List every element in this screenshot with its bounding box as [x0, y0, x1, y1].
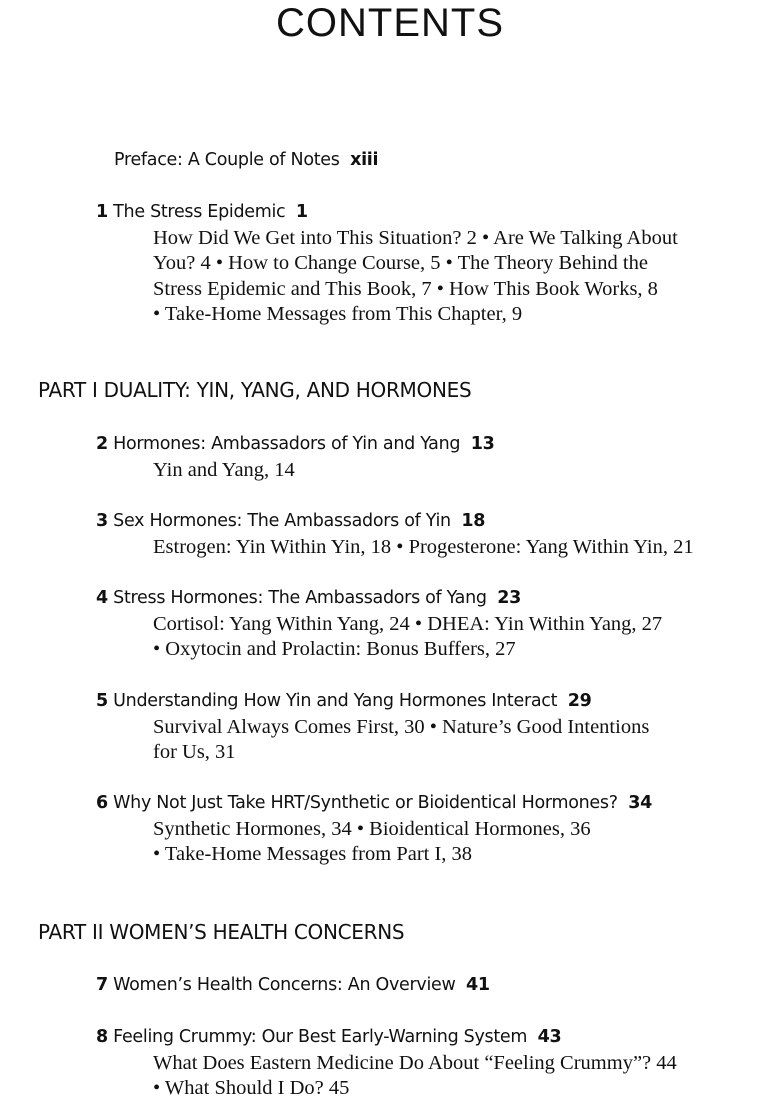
page-number: 18: [461, 511, 486, 531]
entry-title: Preface: A Couple of Notes: [114, 150, 340, 170]
toc-subentry-line: Stress Epidemic and This Book, 7 • How This Book Works, 8: [153, 277, 658, 300]
toc-entry-heading[interactable]: [96, 431, 495, 457]
toc-entry-heading[interactable]: [96, 790, 652, 816]
toc-subentry-line: Survival Always Comes First, 30 • Nature’s Good Intentions: [153, 715, 650, 738]
page-number: 13: [470, 434, 495, 454]
toc-entry-heading[interactable]: [96, 1024, 561, 1050]
entry-title: Understanding How Yin and Yang Hormones Interact: [113, 691, 558, 711]
page-number: 23: [497, 588, 521, 608]
chapter-number: 3: [96, 511, 108, 531]
toc-subentry-line: • What Should I Do? 45: [153, 1077, 350, 1099]
toc-subentry-line: How Did We Get into This Situation? 2 • Are We Talking About: [153, 226, 678, 249]
entry-title: Feeling Crummy: Our Best Early-Warning System: [113, 1027, 528, 1047]
page-number: 41: [466, 975, 490, 995]
toc-entry-heading[interactable]: [96, 688, 591, 714]
toc-subentry-line: Cortisol: Yang Within Yang, 24 • DHEA: Yin Within Yang, 27: [153, 612, 663, 635]
part-heading: PART II WOMEN’S HEALTH CONCERNS: [38, 920, 405, 944]
toc-subentry-line: Synthetic Hormones, 34 • Bioidentical Hormones, 36: [153, 817, 591, 840]
toc-subentry-line: What Does Eastern Medicine Do About “Feeling Crummy”? 44: [153, 1051, 677, 1074]
toc-subentry-line: • Take-Home Messages from This Chapter, 9: [153, 303, 523, 325]
chapter-number: 4: [96, 588, 108, 608]
toc-entry-heading[interactable]: [96, 508, 485, 534]
page-number: 29: [567, 691, 592, 711]
part-heading: PART I DUALITY: YIN, YANG, AND HORMONES: [38, 378, 472, 402]
toc-entry-heading[interactable]: [96, 585, 521, 611]
chapter-number: 5: [96, 691, 108, 711]
chapter-number: 1: [96, 202, 108, 222]
page-title: CONTENTS: [276, 1, 504, 45]
toc-subentry-line: for Us, 31: [153, 741, 236, 763]
toc-entry-heading[interactable]: [114, 147, 378, 173]
entry-title: Women’s Health Concerns: An Overview: [113, 975, 456, 995]
chapter-number: 8: [96, 1027, 108, 1047]
chapter-number: 6: [96, 793, 108, 813]
page-number: xiii: [350, 150, 379, 170]
chapter-number: 7: [96, 975, 108, 995]
toc-subentry-line: Yin and Yang, 14: [153, 458, 295, 481]
page-number: 43: [537, 1027, 562, 1047]
entry-title: Hormones: Ambassadors of Yin and Yang: [113, 434, 461, 454]
entry-title: Why Not Just Take HRT/Synthetic or Bioidentical Hormones?: [113, 793, 618, 813]
toc-subentry-line: You? 4 • How to Change Course, 5 • The Theory Behind the: [153, 252, 648, 274]
toc-entry-heading[interactable]: [96, 972, 490, 998]
toc-subentry-line: • Oxytocin and Prolactin: Bonus Buffers, 27: [153, 638, 516, 660]
page-number: 1: [295, 202, 308, 222]
toc-subentry-line: • Take-Home Messages from Part I, 38: [153, 843, 473, 865]
toc-entry-heading[interactable]: [96, 199, 308, 225]
entry-title: The Stress Epidemic: [113, 202, 286, 222]
entry-title: Sex Hormones: The Ambassadors of Yin: [113, 511, 451, 531]
page-number: 34: [628, 793, 652, 813]
toc-subentry-line: Estrogen: Yin Within Yin, 18 • Progesterone: Yang Within Yin, 21: [153, 535, 694, 558]
entry-title: Stress Hormones: The Ambassadors of Yang: [113, 588, 487, 608]
chapter-number: 2: [96, 434, 108, 454]
